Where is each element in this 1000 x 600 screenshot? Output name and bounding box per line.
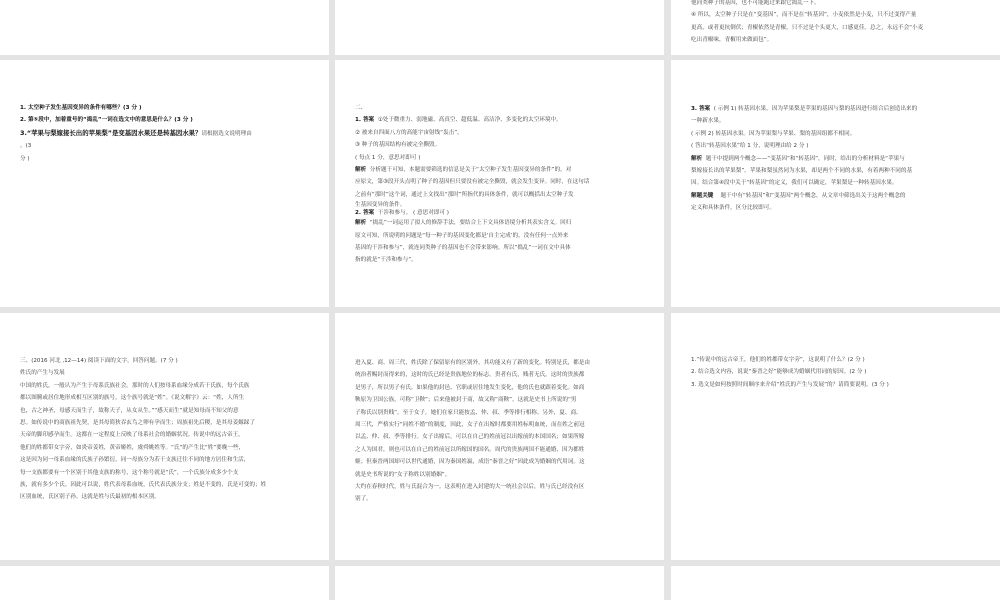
answer-line: ( 答出“转基因水果”给 1 分，说明理由给 2 分 )	[691, 143, 809, 150]
answer-text: 干涉和参与。 ( 意思对即可 )	[377, 210, 449, 217]
passage-line: 以孟、仲、叔、季等排行。女子出嫁后，可以在自己的姓前冠以出嫁前的本国国名；如果所嫁	[355, 434, 585, 441]
text-line: 他同类种子的基因，也不可能跑过来跟它捣乱一下。	[691, 0, 820, 6]
answer-line: 一种新水果。	[691, 118, 725, 125]
passage-line: 族，就有多少个氏。因此可以说，姓代表母系血统，氏代表氏族分支；姓是不变的，氏是可变的；姓	[20, 482, 267, 489]
analysis-text: 分析题干可知，本题需要筛选的信息是关于“太空种子发生基因变异的条件”的。对	[369, 167, 572, 174]
question-3	[20, 127, 313, 140]
analysis-label: 解析	[355, 220, 367, 227]
passage-title: 姓氏的产生与发展	[20, 370, 65, 377]
analysis-3	[691, 153, 984, 165]
question-3: 3. 选文是如何按照时间顺序来介绍“姓氏的产生与发展”的？请简要说明。(3 分 )	[691, 381, 889, 388]
question-3-text: 3.“苹果与梨嫁接长出的苹果梨”是变基因水果还是转基因水果？	[20, 128, 202, 137]
passage-line: 是男子，所以男子有氏。如果他的封邑、官职或居住地发生变化，他的氏也就跟着变化。如商	[355, 384, 585, 391]
slide-thumbnail-12[interactable]	[671, 566, 1000, 600]
slide-5-answers	[355, 102, 648, 267]
question-2: 2. 结合选文内容，说说“秦晋之好”能够成为婚姻代用词的原因。(2 分 )	[691, 369, 867, 376]
section-title: 三、(2016 河北 ,12—14) 阅读下面的文字，回答问题。(7 分 )	[20, 358, 178, 364]
slide-thumbnail-2[interactable]	[335, 0, 664, 55]
slide-8-passage	[355, 357, 648, 506]
passage-line: 中国的姓氏，一般认为产生于母系氏族社会。那时的人们按母系血缘分成若干氏族，每个氏族	[20, 382, 250, 389]
passage-line: 大约在春秋时代，姓与氏混合为一。这表明在进入封建的大一统社会以后，姓与氏已经没有区	[355, 484, 585, 491]
key-point-text: 题干中有“转基因”和“变基因”两个概念，从文章中筛选出关于这两个概念的	[720, 192, 906, 199]
slide-9-questions	[691, 354, 984, 391]
passage-line: 区别血统，氏区别子孙。这就是姓与氏最初的根本区别。	[20, 494, 160, 501]
slide-thumbnail-7[interactable]	[0, 313, 329, 560]
section-heading: 二、	[355, 105, 367, 111]
passage-line: 鞅原为卫国公族，可称“卫鞅”；后来他被封于商，故又称“商鞅”。这就是史书上所说的“男	[355, 397, 577, 404]
answer-text: ( 示例 1) 转基因水果。因为苹果梨是苹果的基因与梨的基因进行组合后创造出来的	[713, 106, 918, 112]
passage-line: 子称氏以别贵贱”。至于女子，她们在家只能按孟、仲、叔、季等排行相称。另外，夏、商、	[355, 409, 582, 416]
text-line: 更高，或者更抗倒伏；青椒依然是青椒，只不过是个头更大，口感更佳。总之，永远不会“小麦	[691, 24, 924, 31]
analysis-line: 因。结合第④段中关于“转基因”的定义，我们可以确定，苹果梨是一种转基因水果。	[691, 180, 898, 187]
question-1: 1. 太空种子发生基因变异的条件有哪些？(3 分 )	[20, 105, 142, 111]
answer-text: ①处于微重力、弱地磁、高真空、超低温、高洁净、多变化的太空环境中。	[377, 117, 562, 124]
answer-line: ( 示例 2) 转基因水果。因为苹果梨与苹果、梨的基因组都不相同。	[691, 130, 856, 137]
analysis-line: 应原文，第③段开头点明了种子的基因但只要没有被完全撕毁，就会发生变异。同时，在这句话	[355, 179, 590, 186]
slide-4-questions	[20, 102, 313, 165]
slide-thumbnail-5[interactable]	[335, 60, 664, 307]
question-3-score: 。(3	[20, 143, 32, 150]
slide-thumbnail-11[interactable]	[335, 566, 664, 600]
answer-line: ③ 种子的基因结构有被完全撕毁。	[355, 142, 441, 149]
analysis-2	[355, 217, 648, 229]
question-3-hint: 请根据选文说明理由	[201, 130, 252, 137]
passage-line: 就是史书所说的“女子称姓以别婚姻”。	[355, 471, 451, 478]
slide-thumbnail-9[interactable]	[671, 313, 1000, 560]
analysis-label: 解析	[691, 155, 703, 162]
question-3-score-end: 分 )	[20, 155, 30, 162]
analysis-line: 生基因变异的条件。	[355, 202, 406, 209]
analysis-line: 指的就是“干涉和参与”。	[355, 257, 417, 264]
question-1: 1.“传说中的远古帝王，他们的姓都带女字旁”，这说明了什么？(2 分 )	[691, 357, 865, 363]
answer-label: 1. 答案	[355, 117, 375, 124]
passage-line: 他们的姓都带女字旁，如炎帝姜姓，黄帝姬姓，虞舜姚姓等。“氏”的产生比“姓”要晚一些，	[20, 444, 245, 451]
slide-thumbnail-6[interactable]	[671, 60, 1000, 307]
passage-line: 思。如传说中的商族祖先契，是其母简狄吞玄鸟之卵有孕而生；周族祖先后稷，是其母姜嫄踩了	[20, 420, 255, 427]
analysis-label: 解析	[355, 167, 367, 174]
slide-thumbnail-8[interactable]	[335, 313, 664, 560]
slide-3-text	[691, 0, 984, 47]
slide-thumbnail-3[interactable]	[671, 0, 1000, 55]
analysis-line: 原文可知，所说明的问题是“每一种子的基因变化都是‘自主完成’的，没有任何一点外来	[355, 232, 569, 239]
key-point-label: 解题关键	[691, 192, 714, 199]
passage-line: 都以图腾或居住地形成相互区别的族号，这个族号就是“姓”。《说文解字》云：“姓，人所生	[20, 395, 245, 402]
slide-7-passage	[20, 355, 313, 504]
answer-line: ( 每点 1 分，意思对即可 )	[355, 154, 421, 161]
slide-thumbnail-4[interactable]	[0, 60, 329, 307]
answer-2	[355, 209, 648, 217]
passage-line: 这是因为同一母系血缘的氏族子孙繁衍，同一母族分为若干支族迁往不同的地方居住和生活，	[20, 457, 250, 464]
passage-line: 统治者赐封而得来的，这时的氏已经是贵族地位的标志。贵者有氏，贱者无氏。这时的贵族都	[355, 372, 585, 379]
analysis-line: 之前有“那时”这个词，通过上文找出“那时”所指代的具体条件，就可以概括出太空种子发	[355, 191, 574, 198]
text-line: ④ 所以，太空种子只是在“变基因”，而不是在“转基因”，小麦依然是小麦，只不过变得产量	[691, 12, 917, 19]
slide-thumbnail-1[interactable]	[0, 0, 329, 55]
answer-3	[691, 103, 984, 115]
answer-1	[355, 114, 648, 126]
key-point-line: 定义和具体条件，区分比较即可。	[691, 205, 775, 212]
passage-line: 每一支族都要有一个区别于其他支族的称号，这个称号就是“氏”，一个氏族分成多少个支	[20, 469, 239, 476]
passage-line: 天帝的脚印感孕而生。这都在一定程度上反映了母系社会的婚姻状况。传说中的远古帝王，	[20, 432, 244, 439]
slide-6-answers	[691, 103, 984, 215]
analysis-text: 题干中提到两个概念——“变基因”和“转基因”，同时，给出的分析材料是“苹果与	[705, 155, 905, 162]
analysis-text: “捣乱”一词运用了拟人的修辞手法，要结合上下文具体语境分析其表实含义。回归	[369, 220, 572, 227]
key-point	[691, 190, 984, 202]
passage-line: 也，古之神圣，母感天而生子，故称天子，从女从生。”“感天而生”就是知母而不知父的意	[20, 407, 239, 414]
question-2: 2. 第⑤段中，加着重号的“捣乱”一词在选文中的意思是什么？(3 分 )	[20, 117, 193, 124]
passage-line: 姬；但秦晋两国却可以世代通婚，因为秦国姓嬴，成语“秦晋之好”因此成为婚姻的代用词。这	[355, 459, 585, 466]
answer-label: 2. 答案	[355, 210, 375, 217]
passage-line: 周三代，严格实行“同姓不婚”的制度，因此，女子在出嫁时都要用姓标明血统，而在姓之前冠	[355, 422, 585, 429]
slide-thumbnail-10[interactable]	[0, 566, 329, 600]
passage-line: 进入夏、商、周三代，姓氏除了保留原有的区别外，其功能又有了新的变化。特别是氏，都是由	[355, 360, 590, 366]
passage-line: 之人为国君，则也可以在自己的姓前冠以所嫁国的国名。周代的贵族两国不能通婚，因为都姓	[355, 446, 585, 453]
text-line: 吃出青椒味，青椒用来做面包”。	[691, 37, 773, 44]
answer-line: ② 被来自四面八方的高能宇宙射线“轰击”。	[355, 129, 463, 136]
answer-label: 3. 答案	[691, 106, 711, 112]
analysis-line: 梨嫁接长出的苹果梨”。苹果和梨虽然同为水果，却是两个不同的水果，有着两种不同的基	[691, 168, 913, 175]
analysis-1	[355, 164, 648, 176]
analysis-line: 基因的干涉和参与”，就连同类种子的基因也不会带来影响。所以“捣乱”一词在文中具体	[355, 245, 571, 252]
passage-line: 别了。	[355, 496, 372, 503]
